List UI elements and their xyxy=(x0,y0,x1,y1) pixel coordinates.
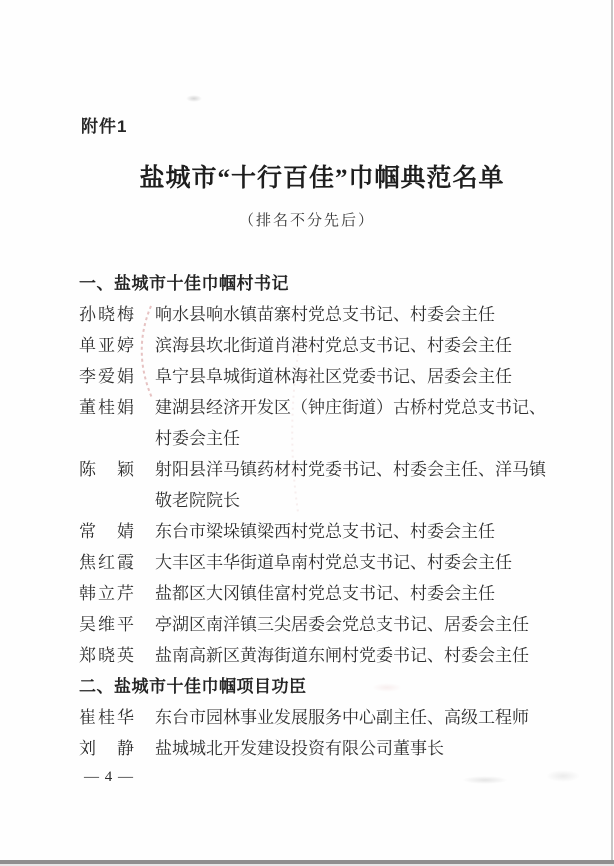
attachment-label: 附件1 xyxy=(81,117,128,136)
entry-position: 射阳县洋马镇药材村党委书记、村委会主任、洋马镇敬老院院长 xyxy=(155,460,546,510)
entry-position: 大丰区丰华街道阜南村党总支书记、村委会主任 xyxy=(155,553,512,572)
list-entry xyxy=(79,361,559,392)
entry-name: 吴维平 xyxy=(79,615,136,634)
list-entry xyxy=(79,640,559,671)
page-number: — 4 — xyxy=(84,769,134,785)
entry-position: 阜宁县阜城街道林海社区党委书记、居委会主任 xyxy=(155,367,512,386)
entry-name: 单亚婷 xyxy=(79,336,136,355)
list-entry xyxy=(79,609,559,640)
entry-position: 盐城城北开发建设投资有限公司董事长 xyxy=(155,739,444,758)
list-entry xyxy=(79,299,559,330)
list-entry xyxy=(79,330,559,361)
award-list xyxy=(79,268,559,764)
list-entry xyxy=(79,547,559,578)
scan-smudge xyxy=(186,95,202,102)
entry-position: 东台市园林事业发展服务中心副主任、高级工程师 xyxy=(155,708,529,727)
entry-position: 东台市梁垛镇梁西村党总支书记、村委会主任 xyxy=(155,522,495,541)
scan-smudge xyxy=(546,770,580,782)
entry-position: 亭湖区南洋镇三尖居委会党总支书记、居委会主任 xyxy=(155,615,529,634)
entry-name: 崔桂华 xyxy=(79,708,136,727)
entry-name: 郑晓英 xyxy=(79,646,136,665)
page-title: 盐城市“十行百佳”巾帼典范名单 xyxy=(139,165,505,192)
section-heading-village-secretaries: 一、盐城市十佳巾帼村书记 xyxy=(79,274,289,293)
list-entry xyxy=(79,702,559,733)
page-subtitle: （排名不分先后） xyxy=(238,213,375,229)
entry-position: 建湖县经济开发区（钟庄街道）古桥村党总支书记、村委会主任 xyxy=(155,398,546,448)
entry-position: 盐都区大冈镇佳富村党总支书记、村委会主任 xyxy=(155,584,495,603)
entry-position: 响水县响水镇苗寨村党总支书记、村委会主任 xyxy=(155,305,495,324)
entry-name: 李爱娟 xyxy=(79,367,136,386)
entry-position: 滨海县坎北街道肖港村党总支书记、村委会主任 xyxy=(155,336,512,355)
entry-position: 盐南高新区黄海街道东闸村党委书记、村委会主任 xyxy=(155,646,529,665)
list-entry xyxy=(79,454,559,516)
scan-edge-right xyxy=(611,0,613,866)
entry-name: 韩立芹 xyxy=(79,584,136,603)
entry-name: 刘 静 xyxy=(79,739,136,758)
list-entry xyxy=(79,733,559,764)
list-entry xyxy=(79,578,559,609)
list-entry xyxy=(79,392,559,454)
entry-name: 陈 颖 xyxy=(79,460,136,479)
list-entry xyxy=(79,516,559,547)
scan-smudge xyxy=(462,776,508,784)
entry-name: 孙晓梅 xyxy=(79,305,136,324)
section-heading-project-contributors: 二、盐城市十佳巾帼项目功臣 xyxy=(79,677,307,696)
entry-name: 董桂娟 xyxy=(79,398,136,417)
entry-name: 常 婧 xyxy=(79,522,136,541)
entry-name: 焦红霞 xyxy=(79,553,136,572)
